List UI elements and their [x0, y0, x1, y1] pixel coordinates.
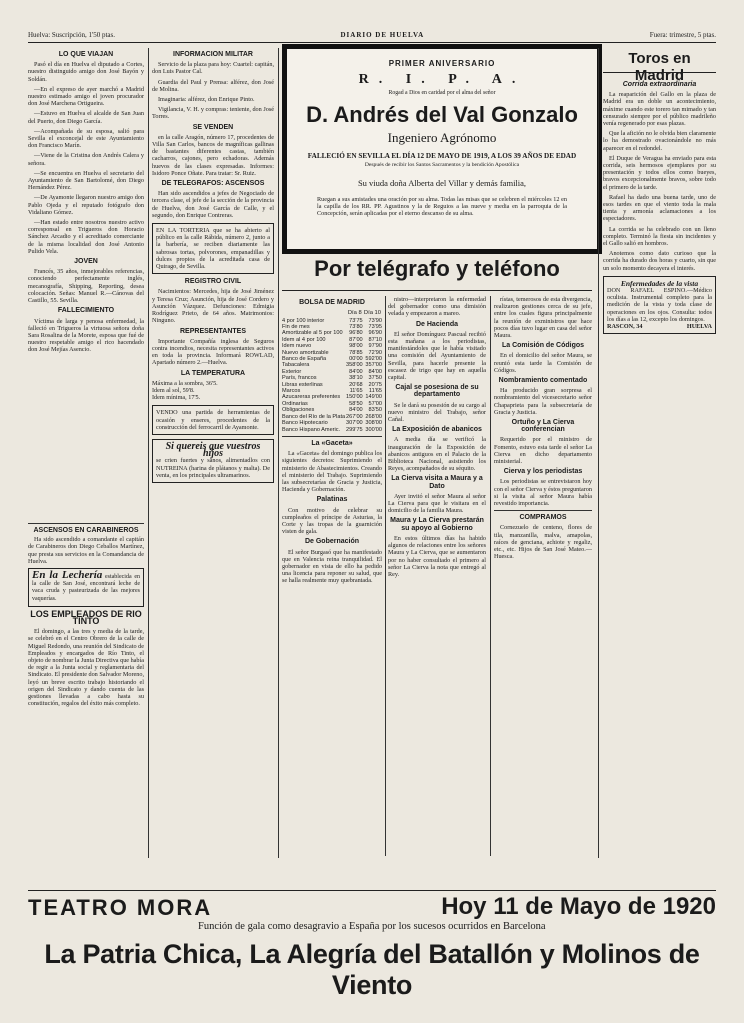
lecheria-title: En la Lechería — [32, 569, 103, 582]
prayer-request: Rogad a Dios en caridad por el alma del señor — [388, 90, 496, 96]
stock-name: Libras esterlinas — [282, 381, 323, 388]
paragraph: Francés, 35 años, inmejorables referencias, conociendo perfectamente inglés, mecanografía, Shipping, Reporting, desea colocación. Señas: Manuel R.—Cánovas del Castillo, 55. Sevilla. — [28, 268, 144, 305]
stock-value: 20'75 — [368, 381, 382, 388]
temperature-sun: Idem al sol, 59'8. — [152, 386, 195, 394]
paragraph: —En el expreso de ayer marchó a Madrid nuestro estimado amigo el joven procurador don José Marchena Ortigueira. — [28, 85, 144, 108]
nutreina-ad — [152, 439, 274, 483]
paragraph: El Duque de Veragua ha enviado para esta corrida, seis hermosos ejemplares por su presentación y todos ellos como bueyes, bravos excepcionalmente bravos, sobre todo el primero de la tarde. — [603, 154, 716, 191]
stock-value: 84'00 — [349, 368, 363, 375]
paragraph: Requerido por el ministro de Fomento, estuvo esta tarde el señor La Cierva en dicho departamento ministerial. — [494, 436, 592, 466]
temperature-min: Idem mínima, 17'5. — [152, 394, 201, 402]
stock-name: Tabacalera — [282, 362, 310, 369]
paragraph: La reaparición del Gallo en la plaza de Madrid era un doble un acontecimiento, máxime cuando este torero tan mimado y tan censurado siempre por el público madrileño venía regenerado por esas plazas. — [603, 91, 716, 128]
column-divider — [148, 48, 149, 858]
stock-value: 268'00 — [365, 413, 382, 420]
paragraph: Nacimientos: Mercedes, hija de José Jiménez y Teresa Cruz; Asunción, hija de José Cordero y Asunción Vázquez. Defunciones: Edmigia Rodríguez Prieto, de 64 años. Matrimonios: Ninguno. — [152, 288, 274, 325]
heading-se-venden: SE VENDEN — [192, 123, 234, 131]
divider — [603, 72, 716, 73]
heading-cajal: Cajal se posesiona de su departamento — [395, 384, 479, 399]
heading-cierva-visita: La Cierva visita a Maura y a Dato — [391, 475, 483, 490]
paragraph: en la calle Aragón, número 17, procedentes de Villa San Carlos, bancos de magníficas gallinas de bastantes diferentes castas, también cacharros, cajones, pero echadoras. Además huevos de las clases expresadas. Informes: Isidoro Ponce Oñate. Para tratar: Sr. Ruiz. — [152, 133, 274, 177]
column-politics-2 — [494, 296, 592, 851]
stock-col-day8: Día 8 — [347, 310, 362, 317]
stock-name: Idem al 4 por 100 — [282, 336, 326, 343]
stock-col-day10: Día 10 — [363, 310, 381, 317]
paragraph: A media día se verificó la inauguración de la Exposición de abanicos antiguos en el Palacio de la Biblioteca Nacional, asistiendo los Reyes, acompañados de su séquito. — [388, 436, 486, 473]
stock-value: 37'50 — [368, 375, 382, 382]
paragraph: Que la afición no le olvida bien claramente lo ha demostrado ovacionándole no más aparecer en el redondel. — [603, 130, 716, 152]
toros-title: Toros en Madrid — [628, 50, 691, 84]
heading-ascensos-carabineros: ASCENSOS EN CARABINEROS — [33, 527, 139, 534]
stock-value: 592'00 — [365, 356, 382, 363]
masthead-subscription-local: Huelva: Suscripción, 1'50 ptas. — [28, 31, 115, 39]
column-politics — [388, 296, 486, 851]
stock-name: Nuevo amortizable — [282, 349, 329, 356]
theatre-date: Hoy 11 de Mayo de 1920 — [441, 893, 716, 920]
heading-lo-que-viajan: LO QUE VIAJAN — [58, 51, 114, 58]
stock-value: 358'00 — [346, 362, 363, 369]
stock-value: 150'00 — [346, 394, 363, 401]
divider — [282, 436, 382, 437]
stock-table — [282, 309, 382, 433]
heading-telegrafos: DE TELEGRAFOS: ASCENSOS — [161, 180, 265, 188]
sacraments-note: Después de recibir los Santos Sacramentos y la bendición Apostólica — [364, 162, 520, 168]
paragraph: rístas, temerosos de esta divergencia, realizaron gestiones cerca de su jefe, entre los cuales figura principalmente la reunión de exministros que hace pocos días tuvo lugar en casa del señor Maura. — [494, 296, 592, 340]
paragraph: Ha sido ascendido a comandante el capitán de Carabineros don Diego Ceballos Martínez, que presta sus servicios en la Comandancia de Huelva. — [28, 536, 144, 565]
rip-label: R. I. P. A. — [358, 72, 526, 87]
stock-name: Obligaciones — [282, 407, 315, 414]
masthead-title: DIARIO DE HUELVA — [340, 31, 425, 39]
stock-value: 84'00 — [368, 368, 382, 375]
paragraph: —Se encuentra en Huelva el secretario del Ayuntamiento de San Bartolomé, don Diego Hernández Pérez. — [28, 169, 144, 192]
stock-value: 73'80 — [349, 324, 363, 331]
heading-gaceta: La «Gaceta» — [311, 439, 353, 447]
heading-corrida: Corrida extraordinaria — [622, 81, 697, 88]
heading-informacion-militar: INFORMACION MILITAR — [173, 51, 253, 58]
stock-value: 78'85 — [349, 349, 363, 356]
stock-value: 73'90 — [368, 317, 382, 324]
stock-value: 300'00 — [365, 426, 382, 433]
paragraph: La corrida se ha celebrado con un lleno completo. Terminó la fiesta sin incidentes y el Gallo salió en hombros. — [603, 225, 716, 248]
stock-value: 307'00 — [346, 420, 363, 427]
lecheria-text: establecida en la calle de San José, encontrará leche de vaca cruda y pasteurizada de las mejores vaquerías. — [32, 574, 140, 602]
stock-row — [282, 394, 382, 400]
stock-value: 267'00 — [346, 413, 363, 420]
heading-palatinas: Palatinas — [316, 496, 348, 504]
vendo-text: VENDO una partida de herramientas de ocasión y enseres, procedentes de la construcción del ferrocarril de Ayamonte. — [156, 409, 270, 431]
stock-value: 00'00 — [349, 356, 363, 363]
stock-value: 149'00 — [365, 394, 382, 401]
oculist-title: Enfermedades de la vista — [620, 278, 699, 288]
paragraph: Cornezuelo de centeno, flores de tila, manzanilla, malva, amapolas, raíces de genciana, achiote y regaliz, etc., etc. Hijos de San José Mateo.—Huesca. — [494, 524, 592, 561]
theatre-program: La Patria Chica, La Alegría del Batallón y Molinos de Viento — [44, 939, 700, 1000]
paragraph: Rafael ha dado una buena tarde, uno de esos tardes en que el viento toda la mala tienta y armonía aclamaciones a los espectadores. — [603, 193, 716, 223]
heading-rio-tinto: LOS EMPLEADOS DE RIO TINTO — [30, 608, 142, 627]
stock-value: 83'50 — [368, 407, 382, 414]
stock-name: Idem nuevo — [282, 343, 312, 350]
torteria-ad — [152, 223, 274, 274]
divider — [494, 510, 592, 511]
stock-name: 4 por 100 interior — [282, 317, 325, 324]
paragraph: El domingo, a las tres y media de la tarde, se celebró en el Centro Obrero de la calle de Miguel Redondo, una reunión del Sindicato de Empleados y encargados de Río Tinto, el objeto de nombrar la Junta Directiva que había de regir a la Junta social y reglamentaria del Sindicato. El presidente don Salvador Moreno, leyó un breve escrito trabajo historiando el origen del Sindicato y dando cuenta de las gestiones llevadas a cabo hasta su constitución, regalos del éxito más completo. — [28, 628, 144, 708]
oculist-ad — [603, 276, 716, 334]
paragraph: nistro—interpretaron la enfermedad del gobernador como una dimisión velada y empezaron a mareo. — [388, 296, 486, 318]
paragraph: Pasó el día en Huelva el diputado a Cortes, nuestro distinguido amigo don José Bayón y Soldán. — [28, 61, 144, 83]
heading-compramos: COMPRAMOS — [519, 514, 567, 522]
theatre-name: TEATRO MORA — [28, 895, 213, 920]
paragraph: —Estuvo en Huelva el alcalde de San Juan del Puerto, don Diego García. — [28, 110, 144, 125]
paragraph: La «Gaceta» del domingo publica los siguientes decretos: Suprimiendo el ministerio de Abastecimientos. Creando el ministerio del Trabajo. Suprimiendo las subsecretarías de Gracia y Justicia, Hacienda y Gobernación. — [282, 450, 382, 494]
paragraph: Se le dará su posesión de su cargo al nuevo ministro del Trabajo, señor Cañal. — [388, 401, 486, 424]
masthead — [28, 28, 716, 43]
paragraph: Importante Compañía inglesa de Seguros contra incendios, necesita representantes activos en toda la provincia. Informará ROWLAD, Apartado número 2.—Huelva. — [152, 337, 274, 367]
stock-row — [282, 427, 382, 433]
paragraph: Ha producido gran sorpresa el nombramiento del vicesecretario señor Chapaprieta para la subsecretaría de Gracia y Justicia. — [494, 387, 592, 416]
heading-fallecimiento: FALLECIMIENTO — [57, 307, 115, 315]
paragraph: Anotemos como dato curioso que la corrida ha durado dos horas y cuarto, sin que un solo momento decayera el interés. — [603, 250, 716, 272]
paragraph: —Viene de la Cristina don Andrés Calera y señora. — [28, 152, 144, 167]
temperature-max-shade: Máxima a la sombra, 36'5. — [152, 379, 218, 387]
stock-value: 11'65 — [368, 388, 382, 395]
column-divider — [598, 48, 599, 858]
stock-value: 73'95 — [368, 324, 382, 331]
anniversary-notice — [282, 44, 602, 254]
paragraph: —Han estado entre nosotros nuestro activo corresponsal en Trigueros don Horacio Sánchez Arcadio y el acreditado comerciante de la misma localidad don José Antonio Pulido Vela. — [28, 219, 144, 255]
stock-name: Azucareras preferentes — [282, 394, 341, 401]
heading-hacienda: De Hacienda — [415, 320, 459, 328]
stock-value: 98'00 — [349, 343, 363, 350]
stock-name: Banco Hipotecario — [282, 420, 328, 427]
column-stock-exchange — [282, 296, 382, 851]
stock-name: Banco del Río de la Plata — [282, 413, 346, 420]
column-divider — [278, 48, 279, 858]
stock-value: 308'00 — [365, 420, 382, 427]
stock-value: 38'10 — [349, 375, 363, 382]
paragraph: El señor Burgasó que ha manifestado que en Valencia reina tranquilidad. El gobernador en vista de ello ha pedido una licencia para reponer su salud, que se halla realmente muy quebrantada. — [282, 548, 382, 585]
column-bullfighting — [603, 78, 716, 848]
paragraph: Servicio de la plaza para hoy: Cuartel: capitán, don Luis Pastor Cal. — [152, 61, 274, 76]
heading-codigos: La Comisión de Códigos — [501, 342, 585, 350]
stock-value: 357'00 — [365, 362, 382, 369]
stock-value: 299'75 — [346, 426, 363, 433]
oculist-address: RASCON, 34 — [607, 323, 643, 331]
heading-bolsa-madrid: BOLSA DE MADRID — [299, 299, 365, 306]
deceased-profession: Ingeniero Agrónomo — [387, 130, 497, 145]
stock-value: 57'00 — [368, 400, 382, 407]
column-social-news-lower — [28, 520, 144, 855]
masthead-subscription-outside: Fuera: trimestre, 5 ptas. — [649, 31, 716, 39]
widow-line: Su viuda doña Alberta del Villar y demás familia, — [357, 178, 527, 188]
heading-periodistas: Cierva y los periodistas — [503, 468, 583, 476]
stock-name: Marcos — [282, 388, 301, 395]
nutreina-text: se crien fuertes y sanos, alimentadlos con NUTREINA (harina de plátanos y malta). De venta, en los principales ultramarinos. — [156, 457, 270, 479]
stock-name: Banco de España — [282, 356, 327, 363]
heading-exposicion: La Exposición de abanicos — [392, 426, 482, 434]
column-divider — [385, 296, 386, 856]
heading-gobernacion: De Gobernación — [304, 538, 360, 546]
theatre-function: Función de gala como desagravio a España por los sucesos ocurridos en Barcelona — [198, 921, 546, 932]
vendo-ad — [152, 405, 274, 435]
telegraph-heading: Por telégrafo y teléfono — [314, 256, 560, 281]
stock-value: 97'90 — [368, 343, 382, 350]
heading-nombramiento: Nombramiento comentado — [498, 377, 588, 385]
paragraph: Han sido ascendidos a jefes de Negociado de tercera clase, el jefe de la sección de la provincia de Huelva, don José García de Calle, y el segundo, don Enrique Contreras. — [152, 190, 274, 219]
stock-name: Exterior — [282, 368, 302, 375]
paragraph: Los periodistas se entrevistaron hoy con el señor Cierva y éstos preguntaron si la visita al señor Maura había revestido importancia. — [494, 478, 592, 508]
stock-name: Amortizable al 5 por 100 — [282, 330, 343, 337]
stock-name: Ordinarias — [282, 400, 308, 407]
paragraph: El señor Domínguez Pascual recibió esta mañana a los periodistas, manifestándoles que le había visitado una comisión del Ayuntamiento de Sevilla, para hacerle presente la escasez de trigo que hay en aquella capital. — [388, 330, 486, 382]
divider — [28, 523, 144, 524]
death-date: FALLECIÓ EN SEVILLA EL DÍA 12 DE MAYO DE 1919, A LOS 39 AÑOS DE EDAD — [307, 152, 577, 160]
oculist-city: HUELVA — [686, 323, 712, 331]
column-military-info — [152, 48, 274, 668]
stock-value: 96'80 — [349, 330, 363, 337]
stock-value: 87'00 — [349, 336, 363, 343]
stock-value: 73'75 — [349, 317, 363, 324]
stock-value: 72'90 — [368, 349, 382, 356]
heading-temperatura: LA TEMPERATURA — [180, 369, 246, 377]
stock-value: 84'00 — [349, 407, 363, 414]
column-divider — [490, 296, 491, 856]
stock-value: 96'90 — [368, 330, 382, 337]
stock-value: 11'65 — [349, 388, 363, 395]
stock-value: 58'50 — [349, 400, 363, 407]
anniversary-label: PRIMER ANIVERSARIO — [388, 59, 496, 68]
paragraph: —Acompañada de su esposa, salió para Sevilla el exconcejal de este Ayuntamiento don Francisco Marín. — [28, 127, 144, 150]
lecheria-ad — [28, 568, 144, 607]
nutreina-title: Si quereis que vuestros hijos — [165, 440, 261, 460]
stock-name: París, francos — [282, 375, 317, 382]
paragraph: Guardia del Paul y Prensa: alférez, don José de Molina. — [152, 78, 274, 93]
paragraph: En el domicilio del señor Maura, se reunió esta tarde la Comisión de Códigos. — [494, 352, 592, 374]
oculist-text: DON RAFAEL ESPINO.—Médico oculista. Instrumental completo para la medición de la vista y toda clase de operaciones en los ojos. Consulta: todos los días a las 12, excepto los domingos. — [607, 287, 712, 323]
heading-joven: JOVEN — [74, 258, 98, 266]
paragraph: Vigilancia, V. H. y compras: teniente, don José Torres. — [152, 106, 274, 121]
paragraph: Imaginaria: alférez, don Enrique Pinto. — [158, 96, 255, 104]
paragraph: Víctima de larga y penosa enfermedad, la falleció en Trigueros la virtuosa señora doña Sara Rosalina de la Morete, esposa que fué de nuestro respetable amigo el rico hacendado don José Mejías Asencio. — [28, 317, 144, 354]
stock-value: 87'10 — [368, 336, 382, 343]
heading-maura-cierva: Maura y La Cierva prestarán su apoyo al Gobierno — [390, 517, 484, 532]
column-social-news — [28, 48, 144, 403]
stock-name: Banco Hispano Americ. — [282, 426, 341, 433]
heading-registro-civil: REGISTRO CIVIL — [184, 278, 242, 286]
heading-representantes: REPRESENTANTES — [180, 327, 246, 335]
paragraph: —De Ayamonte llegaron nuestro amigo don Pablo Ojeda y el reputado fotógrafo don Vidaliano Gómez. — [28, 194, 144, 216]
mass-details: Ruegan a sus amistades una oración por su alma. Todas las misas que se celebren el miércoles 12 en la capilla de los RR. PP. Agustinos y la de Reguios a las nueve y media en la parroquia de la Concepción, serán aplicadas por el eterno descanso de su alma. — [317, 196, 567, 217]
paragraph: En estos últimos días ha habido algunos de relaciones entre los señores Maura y La Cierva, que se aumentaron por no haber consultado el primero al señor La Cierva la nota que entregó al Rey. — [388, 534, 486, 578]
paragraph: Con motivo de celebrar su cumpleaños el príncipe de Asturias, la Corte y las tropas de la guarnición visten de gala. — [282, 506, 382, 536]
heading-ortuno: Ortuño y La Cierva conferencian — [511, 419, 575, 434]
divider — [282, 290, 592, 291]
stock-value: 20'68 — [349, 381, 363, 388]
torteria-text: EN LA TORTERIA que se ha abierto al público en la calle Rábida, número 2, junto a la barbería, se reciben diariamente las sabrosas tortas, polvorones, empanadillas y dulces propios de la acreditada casa de Quirago, de Sevilla. — [156, 227, 270, 271]
theatre-banner — [28, 890, 716, 1000]
paragraph: Ayer invitó el señor Maura al señor La Cierva para que le visitara en el domicilio de la familia Maura. — [388, 492, 486, 515]
deceased-name: D. Andrés del Val Gonzalo — [306, 102, 578, 127]
stock-name: Fin de mes — [282, 324, 310, 331]
